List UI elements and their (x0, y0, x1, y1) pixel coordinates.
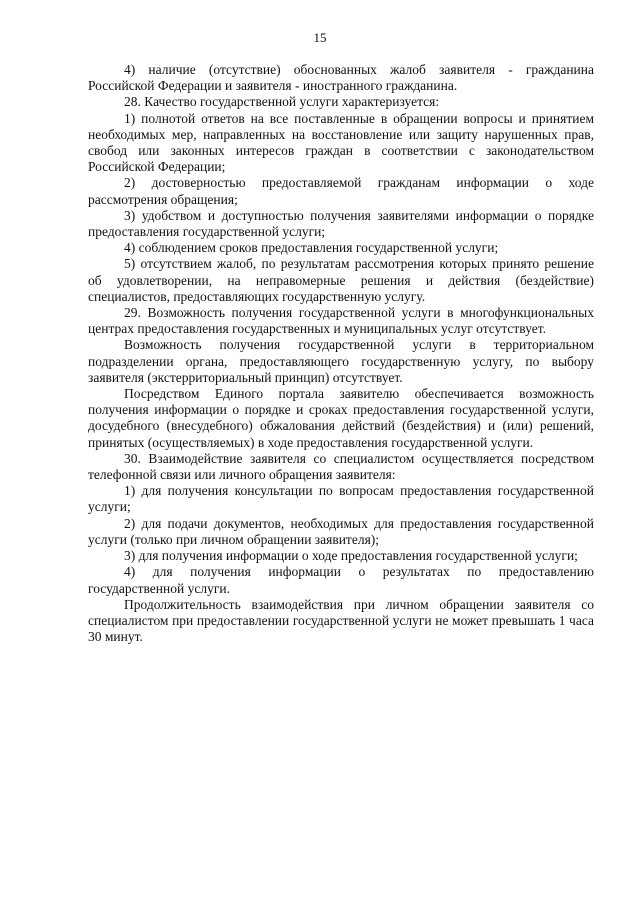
paragraph-30-item-1: 1) для получения консультации по вопросам предоставления государственной услуги; (88, 483, 594, 515)
paragraph-30-duration: Продолжительность взаимодействия при личном обращении заявителя со специалистом при предоставлении государственной услуги не может превышать 1 часа 30 минут. (88, 596, 594, 645)
paragraph-30-item-3: 3) для получения информации о ходе предоставления государственной услуги; (124, 548, 578, 564)
paragraph-30-heading: 30. Взаимодействие заявителя со специалистом осуществляется посредством телефонной связи или личного обращения заявителя: (88, 450, 594, 483)
paragraph-30-item-2: 2) для подачи документов, необходимых для предоставления государственной услуги (только при личном обращении заявителя); (88, 515, 594, 547)
paragraph-28-item-4: 4) соблюдением сроков предоставления государственной услуги; (124, 240, 499, 256)
paragraph-28-item-5: 5) отсутствием жалоб, по результатам рассмотрения которых принято решение об удовлетворении, на неправомерные решения и действия (бездействие) специалистов, предоставляющих государственную услугу. (88, 256, 594, 304)
paragraph-28-item-1: 1) полнотой ответов на все поставленные в обращении вопросы и принятием необходимых мер, направленных на восстановление или защиту нарушенных прав, свобод или законных интересов граждан в соответствии с законодательством Российской Федерации; (88, 110, 594, 175)
paragraph-28-item-2: 2) достоверностью предоставляемой гражданам информации о ходе рассмотрения обращения; (88, 175, 594, 207)
paragraph-item-4-complaints: 4) наличие (отсутствие) обоснованных жалоб заявителя - гражданина Российской Федерации и заявителя - иностранного гражданина. (88, 62, 594, 94)
paragraph-28-item-3: 3) удобством и доступностью получения заявителями информации о порядке предоставления государственной услуги; (88, 207, 594, 240)
paragraph-30-item-4: 4) для получения информации о результатах по предоставлению государственной услуги. (88, 564, 594, 596)
paragraph-29: 29. Возможность получения государственной услуги в многофункциональных центрах предоставления государственных и муниципальных услуг отсутствует. (88, 305, 594, 337)
paragraph-28-heading: 28. Качество государственной услуги характеризуется: (124, 94, 440, 110)
page-number: 15 (313, 30, 327, 45)
document-body (88, 62, 594, 645)
paragraph-29-territorial: Возможность получения государственной услуги в территориальном подразделении органа, предоставляющего государственную услугу, по выбору заявителя (экстерриториальный принцип) отсутствует. (88, 337, 594, 385)
paragraph-29-portal: Посредством Единого портала заявителю обеспечивается возможность получения информации о порядке и сроках предоставления государственной услуги, досудебного (внесудебного) обжалования действий (бездействия) и (или) решений, принятых (осуществляемых) в ходе предоставления государственной услуги. (88, 386, 594, 450)
